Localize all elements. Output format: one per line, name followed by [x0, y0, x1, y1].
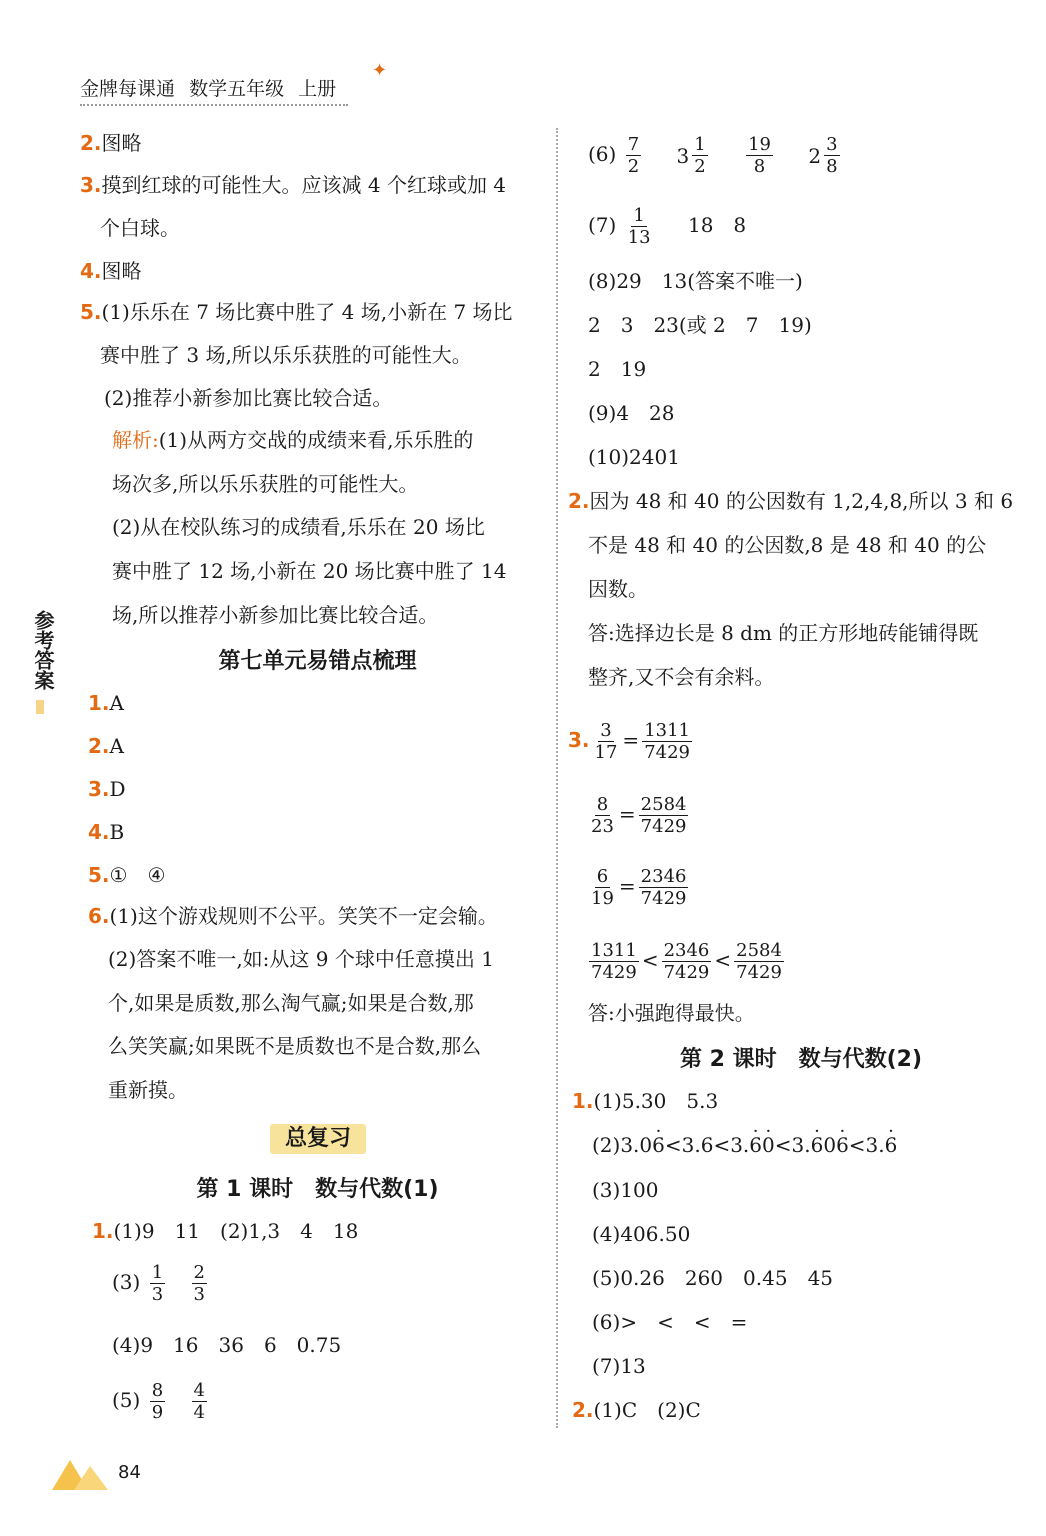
l2-answer-1-2: (2)3.06 ·<3.6<3.6 ·0 ·<3.6 ·06 ·<3.6 ·: [592, 1130, 897, 1160]
r-q3-eq2: $\frac{8}{23}$ = $\frac{2584}{7429}$: [591, 794, 687, 837]
fraction: $\frac{2584}{7429}$: [640, 794, 687, 837]
r-q3-answer: 答:小强跑得最快。: [588, 1001, 755, 1025]
u7-answer-6-line4: 么笑笑赢;如果既不是质数也不是合数,那么: [108, 1034, 482, 1058]
answer-5-line3: (2)推荐小新参加比赛比较合适。: [104, 386, 393, 410]
analysis-line2: 场次多,所以乐乐获胜的可能性大。: [112, 472, 419, 496]
analysis-label: 解析:: [112, 428, 159, 452]
l2-answer-1-3: (3)100: [592, 1178, 659, 1202]
fraction: $\frac{1}{3}$: [151, 1262, 164, 1305]
analysis-line5: 场,所以推荐小新参加比赛比较合适。: [112, 603, 439, 627]
r-answer-8b: 2 3 23(或 2 7 19): [588, 313, 812, 337]
answer-4: 4.图略: [80, 259, 142, 283]
l1-answer-1-3: (3) $\frac{1}{3}$ $\frac{2}{3}$: [112, 1262, 205, 1305]
l1-answer-1-4: (4)9 16 36 6 0.75: [112, 1333, 342, 1357]
u7-answer-1: 1.A: [88, 691, 124, 715]
r-q2-line5: 整齐,又不会有余料。: [588, 665, 775, 689]
l2-answer-1-6: (6)> < < =: [592, 1310, 748, 1334]
r-q3-eq1: 3. $\frac{3}{17}$ = $\frac{1311}{7429}$: [568, 720, 690, 763]
r-q3-eq3: $\frac{6}{19}$ = $\frac{2346}{7429}$: [591, 866, 687, 909]
answer-3: 3.摸到红球的可能性大。应该减 4 个红球或加 4: [80, 173, 507, 197]
header-rule: [80, 104, 348, 106]
analysis-line1: 解析:(1)从两方交战的成绩来看,乐乐胜的: [112, 428, 474, 452]
r-answer-10: (10)2401: [588, 445, 680, 469]
fraction: $\frac{3}{17}$: [594, 720, 618, 763]
answer-5: 5.(1)乐乐在 7 场比赛中胜了 4 场,小新在 7 场比: [80, 300, 513, 324]
column-divider: [556, 128, 558, 1428]
analysis-line3: (2)从在校队练习的成绩看,乐乐在 20 场比: [112, 515, 485, 539]
l2-answer-1-5: (5)0.26 260 0.45 45: [592, 1266, 834, 1290]
fraction: $\frac{19}{8}$: [748, 134, 771, 177]
l1-answer-1-5: (5) $\frac{8}{9}$ $\frac{4}{4}$: [112, 1380, 205, 1423]
fraction: $\frac{6}{19}$: [591, 866, 614, 909]
u7-answer-4: 4.B: [88, 820, 125, 844]
r-answer-6: (6) $\frac{7}{2}$ 3 $\frac{1}{2}$ $\frac{19}{8}$ 2 $\frac{3}{8}$: [588, 134, 843, 177]
r-answer-7: (7) $\frac{1}{13}$ 18 8: [588, 205, 747, 248]
fraction: $\frac{2346}{7429}$: [640, 866, 687, 909]
volume: 上册: [298, 78, 337, 100]
r-q2-line3: 因数。: [588, 577, 648, 601]
l2-answer-2: 2.(1)C (2)C: [572, 1398, 701, 1422]
answer-2: 2.图略: [80, 131, 142, 155]
fraction: $\frac{2346}{7429}$: [663, 940, 710, 983]
fraction: $\frac{7}{2}$: [627, 134, 640, 177]
fraction: $\frac{2}{3}$: [193, 1262, 205, 1305]
side-mark: [36, 700, 44, 714]
side-label: 参考答案: [31, 610, 55, 690]
header-title: [80, 74, 336, 101]
lesson1-title: 第 1 课时 数与代数(1): [196, 1177, 439, 1202]
fraction: $\frac{8}{9}$: [151, 1380, 164, 1423]
mixed-number: 3 $\frac{1}{2}$: [676, 134, 706, 177]
u7-answer-6-line2: (2)答案不唯一,如:从这 9 个球中任意摸出 1: [108, 947, 494, 971]
r-answer-9: (9)4 28: [588, 401, 675, 425]
review-title: 总复习: [284, 1126, 351, 1151]
mixed-number: 2 $\frac{3}{8}$: [808, 134, 838, 177]
fraction: $\frac{4}{4}$: [193, 1380, 205, 1423]
fraction: $\frac{1311}{7429}$: [644, 720, 690, 763]
unit7-title: 第七单元易错点梳理: [218, 649, 417, 674]
answer-5-line2: 赛中胜了 3 场,所以乐乐获胜的可能性大。: [100, 343, 472, 367]
answer-3-cont: 个白球。: [100, 216, 180, 240]
r-answer-8a: (8)29 13(答案不唯一): [588, 269, 803, 293]
u7-answer-2: 2.A: [88, 734, 124, 758]
fraction: $\frac{8}{23}$: [591, 794, 614, 837]
fraction: $\frac{2584}{7429}$: [736, 940, 782, 983]
u7-answer-6-line3: 个,如果是质数,那么淘气赢;如果是合数,那: [108, 991, 474, 1015]
l2-answer-1: 1.(1)5.30 5.3: [572, 1089, 719, 1113]
page-number: 84: [118, 1462, 141, 1483]
lesson2-title: 第 2 课时 数与代数(2): [679, 1047, 923, 1072]
u7-answer-6: 6.(1)这个游戏规则不公平。笑笑不一定会输。: [88, 904, 498, 928]
u7-answer-3: 3.D: [88, 777, 126, 801]
mountain-icon: [52, 1452, 108, 1492]
fraction: $\frac{1311}{7429}$: [591, 940, 637, 983]
book-name: 金牌每课通: [80, 78, 176, 100]
l2-answer-1-4: (4)406.50: [592, 1222, 691, 1246]
r-q2: 2.因为 48 和 40 的公因数有 1,2,4,8,所以 3 和 6: [568, 489, 1014, 513]
l2-answer-1-7: (7)13: [592, 1354, 646, 1378]
r-answer-8c: 2 19: [588, 357, 647, 381]
analysis-line4: 赛中胜了 12 场,小新在 20 场比赛中胜了 14: [112, 559, 507, 583]
u7-answer-5: 5.① ④: [88, 863, 166, 887]
l1-answer-1: 1.(1)9 11 (2)1,3 4 18: [92, 1219, 359, 1243]
fraction: $\frac{1}{13}$: [627, 205, 651, 248]
u7-answer-6-line5: 重新摸。: [108, 1078, 188, 1102]
r-q2-line2: 不是 48 和 40 的公因数,8 是 48 和 40 的公: [588, 533, 987, 557]
star-icon: ✦: [372, 60, 388, 81]
r-q3-compare: $\frac{1311}{7429}$ < $\frac{2346}{7429}$ < $\frac{2584}{7429}$: [591, 940, 782, 983]
subject: 数学五年级: [189, 78, 285, 100]
r-q2-line4: 答:选择边长是 8 dm 的正方形地砖能铺得既: [588, 621, 979, 645]
